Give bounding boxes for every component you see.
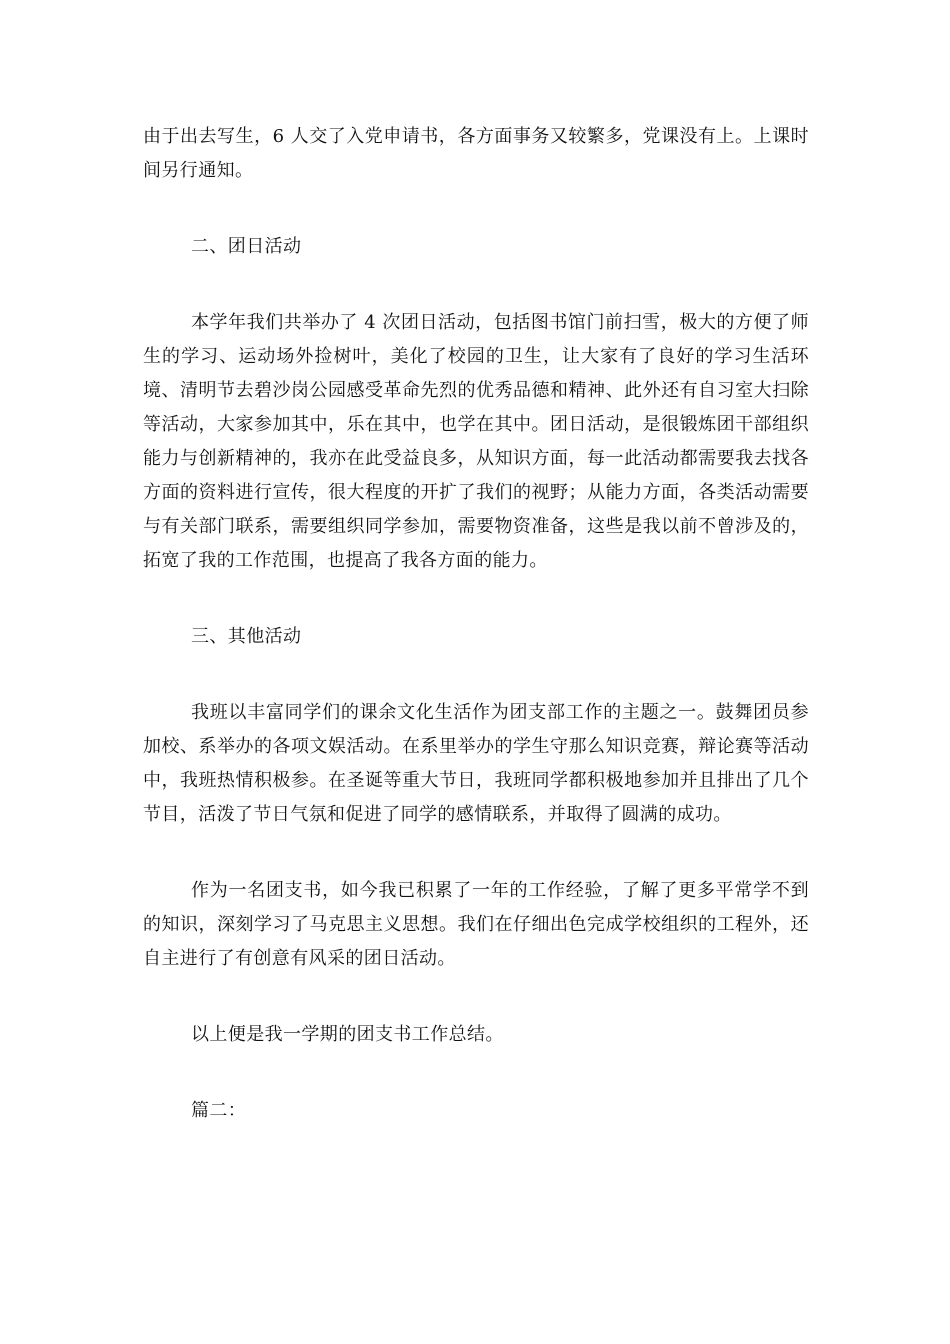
paragraph-league-day-activities: 本学年我们共举办了 4 次团日活动，包括图书馆门前扫雪，极大的方便了师生的学习、运动场外捡树叶，美化了校园的卫生，让大家有了良好的学习生活环境、清明节去碧沙岗公园感受革命先烈的优秀品德和精神、此外还有自习室大扫除等活动，大家参加其中，乐在其中，也学在其中。团日活动，是很锻炼团干部组织能力与创新精神的，我亦在此受益良多，从知识方面，每一此活动都需要我去找各方面的资料进行宣传，很大程度的开扩了我们的视野；从能力方面，各类活动需要与有关部门联系，需要组织同学参加，需要物资准备，这些是我以前不曾涉及的，拓宽了我的工作范围，也提高了我各方面的能力。: [143, 312, 809, 571]
section-heading-part-two: 篇二：: [191, 1100, 247, 1121]
paragraph-summary: 以上便是我一学期的团支书工作总结。: [191, 1024, 504, 1045]
paragraph-other-activities: 我班以丰富同学们的课余文化生活作为团支部工作的主题之一。鼓舞团员参加校、系举办的各项文娱活动。在系里举办的学生守那么知识竞赛，辩论赛等活动中，我班热情积极参。在圣诞等重大节日，我班同学都积极地参加并且排出了几个节目，活泼了节日气氛和促进了同学的感情联系，并取得了圆满的成功。: [143, 702, 809, 825]
paragraph-intro: 由于出去写生，6 人交了入党申请书，各方面事务又较繁多，党课没有上。上课时间另行通知。: [143, 126, 809, 181]
section-heading-other-activities: 三、其他活动: [191, 626, 302, 647]
paragraph-experience: 作为一名团支书，如今我已积累了一年的工作经验，了解了更多平常学不到的知识，深刻学习了马克思主义思想。我们在仔细出色完成学校组织的工程外，还自主进行了有创意有风采的团日活动。: [143, 880, 809, 969]
document-body: [143, 120, 809, 1170]
section-heading-league-day: 二、团日活动: [191, 236, 302, 257]
